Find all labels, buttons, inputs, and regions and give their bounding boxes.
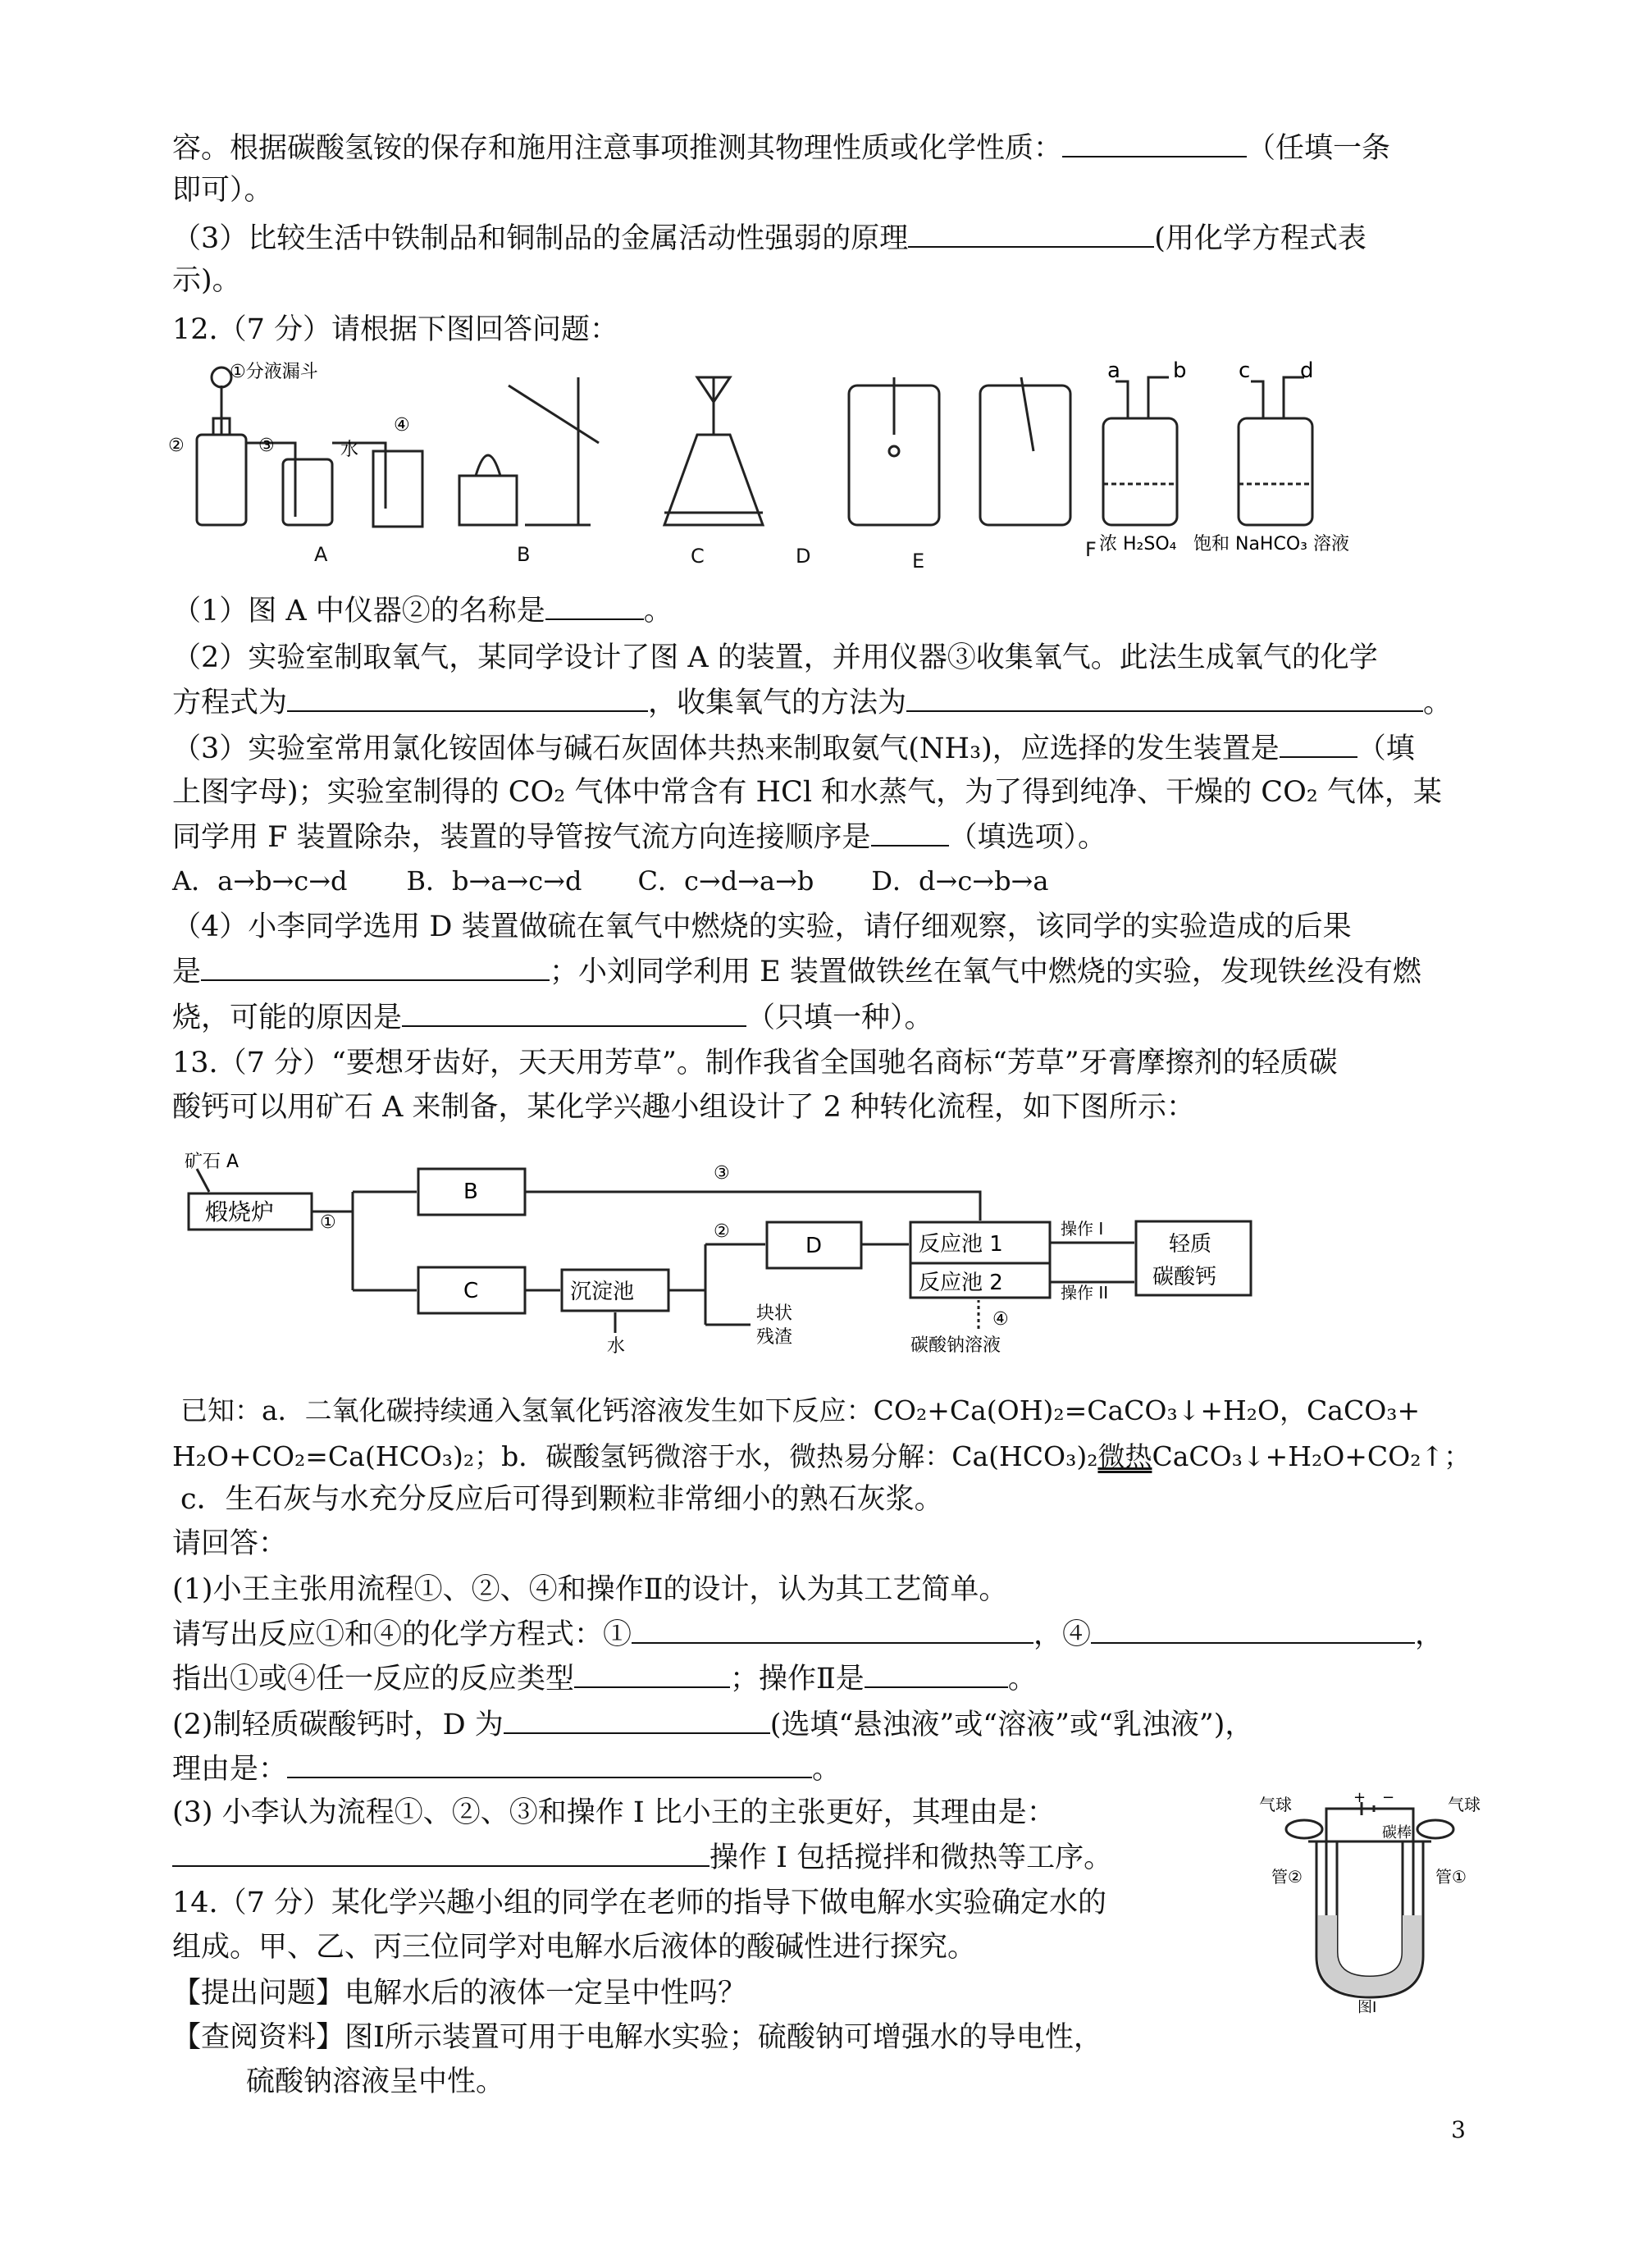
answer-blank[interactable] (574, 1662, 730, 1688)
answer-blank[interactable] (201, 955, 550, 981)
question-13-line: 酸钙可以用矿石 A 来制备，某化学兴趣小组设计了 2 种转化流程，如下图所示： (172, 1091, 1196, 1124)
flow-furnace: 煅烧炉 (205, 1198, 275, 1225)
flow-pool: 沉淀池 (570, 1280, 635, 1304)
answer-blank[interactable] (906, 686, 1423, 712)
a-part-label: ④ (394, 415, 410, 436)
q12-options (172, 865, 1048, 897)
option-c[interactable]: C．c→d→a→b (637, 865, 814, 897)
text-line: 示)。 (172, 264, 241, 297)
question-13-title: 13.（7 分）“要想牙齿好，天天用芳草”。制作我省全国驰名商标“芳草”牙膏摩擦剂的轻质碳 (172, 1047, 1338, 1079)
a-part-label: 水 (340, 440, 359, 460)
plus-sign: + (1353, 1789, 1367, 1806)
f-liquid-label: 浓 H₂SO₄ (1099, 534, 1177, 554)
answer-blank[interactable] (172, 1841, 709, 1867)
known-c: c．生石灰与水充分反应后可得到颗粒非常细小的熟石灰浆。 (180, 1483, 943, 1516)
answer-blank[interactable] (871, 820, 949, 847)
q13-part1-eq: 请写出反应①和④的化学方程式：① ，④ ， (172, 1618, 1444, 1651)
known-a: 已知：a．二氧化碳持续通入氢氧化钙溶液发生如下反应：CO₂+Ca(OH)₂=CaCO₃↓+H₂O，CaCO₃+ (180, 1394, 1421, 1426)
known-b: H₂O+CO₂=Ca(HCO₃)₂；b．碳酸氢钙微溶于水，微热易分解：Ca(HCO₃)₂微热CaCO₃↓+H₂O+CO₂↑； (172, 1440, 1471, 1472)
f-port-label: d (1300, 358, 1314, 383)
q12-part4-cont: 烧，可能的原因是 （只填一种）。 (172, 1002, 933, 1034)
answer-blank[interactable] (287, 1752, 812, 1778)
figure-label-d: D (796, 545, 811, 568)
electrolysis-figure (1259, 1789, 1485, 2016)
a-funnel-label: ①分液漏斗 (230, 362, 318, 382)
flow-op-1: 操作 I (1061, 1219, 1104, 1239)
q12-part4-cont: 是 ；小刘同学利用 E 装置做铁丝在氧气中燃烧的实验，发现铁丝没有燃 (172, 956, 1421, 988)
flow-product: 碳酸钙 (1152, 1265, 1217, 1289)
answer-blank[interactable] (1280, 732, 1357, 758)
flow-chart (185, 1152, 1333, 1358)
a-part-label: ② (168, 436, 185, 456)
flow-residue: 块状 (756, 1303, 793, 1324)
flow-step-4: ④ (992, 1309, 1009, 1330)
q12-part4: （4）小李同学选用 D 装置做硫在氧气中燃烧的实验，请仔细观察，该同学的实验造成的后果 (172, 910, 1352, 943)
text-line: 即可）。 (172, 174, 273, 207)
f-port-label: a (1107, 358, 1120, 383)
q13-part3-cont: 操作 I 包括搅拌和微热等工序。 (172, 1841, 1112, 1874)
flow-op-2: 操作 II (1061, 1283, 1109, 1303)
flow-step-3: ③ (714, 1163, 730, 1184)
flow-step-1: ① (320, 1212, 336, 1233)
f-port-label: b (1173, 358, 1187, 383)
q12-part2-cont: 方程式为 ，收集氧气的方法为 。 (172, 687, 1453, 719)
figure-label-a: A (314, 543, 328, 566)
tube-right-label: 管① (1435, 1867, 1467, 1887)
answer-blank[interactable] (545, 594, 644, 620)
flow-reaction-1: 反应池 1 (919, 1232, 1003, 1257)
figure-label-f: F (1085, 538, 1097, 561)
question-14-line: 硫酸钠溶液呈中性。 (246, 2065, 505, 2098)
q13-part2-reason: 理由是： 。 (172, 1753, 842, 1786)
answer-blank[interactable] (287, 686, 648, 712)
figure-label-b: B (517, 543, 531, 566)
q12-part3-cont: 上图字母)；实验室制得的 CO₂ 气体中常含有 HCl 和水蒸气，为了得到纯净、干燥的 CO₂ 气体，某 (172, 776, 1442, 809)
text-line: 容。根据碳酸氢铵的保存和施用注意事项推测其物理性质或化学性质： （任填一条 (172, 132, 1391, 165)
answer-blank[interactable] (865, 1662, 1008, 1688)
answer-blank[interactable] (908, 221, 1154, 248)
minus-sign: − (1382, 1789, 1395, 1806)
rod-label: 碳棒 (1382, 1824, 1412, 1841)
please-answer: 请回答： (172, 1527, 288, 1560)
q12-part2: （2）实验室制取氧气，某同学设计了图 A 的装置，并用仪器③收集氧气。此法生成氧气的化学 (172, 641, 1378, 674)
option-a[interactable]: A．a→b→c→d (172, 865, 348, 897)
answer-blank[interactable] (504, 1708, 770, 1734)
a-part-label: ③ (258, 436, 275, 456)
q13-part3: (3) 小李认为流程①、②、③和操作 I 比小王的主张更好，其理由是： (172, 1796, 1056, 1829)
text-line: （3）比较生活中铁制品和铜制品的金属活动性强弱的原理 (用化学方程式表 (172, 222, 1367, 255)
flow-water: 水 (607, 1336, 626, 1357)
flow-na2co3: 碳酸钠溶液 (910, 1335, 1002, 1356)
flow-b: B (463, 1180, 478, 1204)
flow-residue: 残渣 (756, 1327, 793, 1348)
q13-part1-type: 指出①或④任一反应的反应类型 ；操作Ⅱ是 。 (172, 1663, 1037, 1695)
tube-left-label: 管② (1271, 1867, 1303, 1887)
q12-part1: （1）图 A 中仪器②的名称是 。 (172, 595, 673, 627)
option-b[interactable]: B．b→a→c→d (406, 865, 582, 897)
flow-reaction-2: 反应池 2 (919, 1271, 1003, 1295)
q13-part1: (1)小王主张用流程①、②、④和操作Ⅱ的设计，认为其工艺简单。 (172, 1573, 1008, 1606)
flow-d: D (805, 1234, 823, 1258)
q12-part3-cont: 同学用 F 装置除杂，装置的导管按气流方向连接顺序是 （填选项）。 (172, 821, 1107, 854)
figure-caption: 图Ⅰ (1357, 1999, 1377, 2016)
figure-label-e: E (912, 550, 925, 573)
question-14-line: 【查阅资料】图Ⅰ所示装置可用于电解水实验；硫酸钠可增强水的导电性， (172, 2021, 1102, 2054)
answer-blank[interactable] (1062, 131, 1247, 157)
answer-blank[interactable] (1091, 1618, 1415, 1644)
balloon-right-label: 气球 (1448, 1795, 1481, 1814)
question-14-title: 14.（7 分）某化学兴趣小组的同学在老师的指导下做电解水实验确定水的 (172, 1887, 1107, 1919)
balloon-left-label: 气球 (1259, 1795, 1292, 1814)
page-number: 3 (1451, 2116, 1466, 2143)
answer-blank[interactable] (402, 1001, 746, 1027)
flow-step-2: ② (714, 1221, 730, 1242)
apparatus-figure (164, 353, 1349, 574)
f-liquid-label: 饱和 NaHCO₃ 溶液 (1193, 534, 1349, 554)
question-14-line: 组成。甲、乙、丙三位同学对电解水后液体的酸碱性进行探究。 (172, 1931, 977, 1964)
figure-label-c: C (691, 545, 705, 568)
f-port-label: c (1239, 358, 1251, 383)
option-d[interactable]: D．d→c→b→a (871, 865, 1049, 897)
answer-blank[interactable] (632, 1618, 1033, 1644)
flow-product: 轻质 (1169, 1232, 1212, 1257)
q12-part3: （3）实验室常用氯化铵固体与碱石灰固体共热来制取氨气(NH₃)，应选择的发生装置是 （填 (172, 732, 1415, 765)
q13-part2: (2)制轻质碳酸钙时，D 为 (选填“悬浊液”或“溶液”或“乳浊液”)， (172, 1709, 1254, 1741)
question-14-line: 【提出问题】电解水后的液体一定呈中性吗？ (172, 1977, 747, 2010)
flow-c: C (463, 1279, 479, 1303)
question-12-title: 12.（7 分）请根据下图回答问题： (172, 313, 619, 346)
flow-ore: 矿石 A (185, 1152, 240, 1172)
